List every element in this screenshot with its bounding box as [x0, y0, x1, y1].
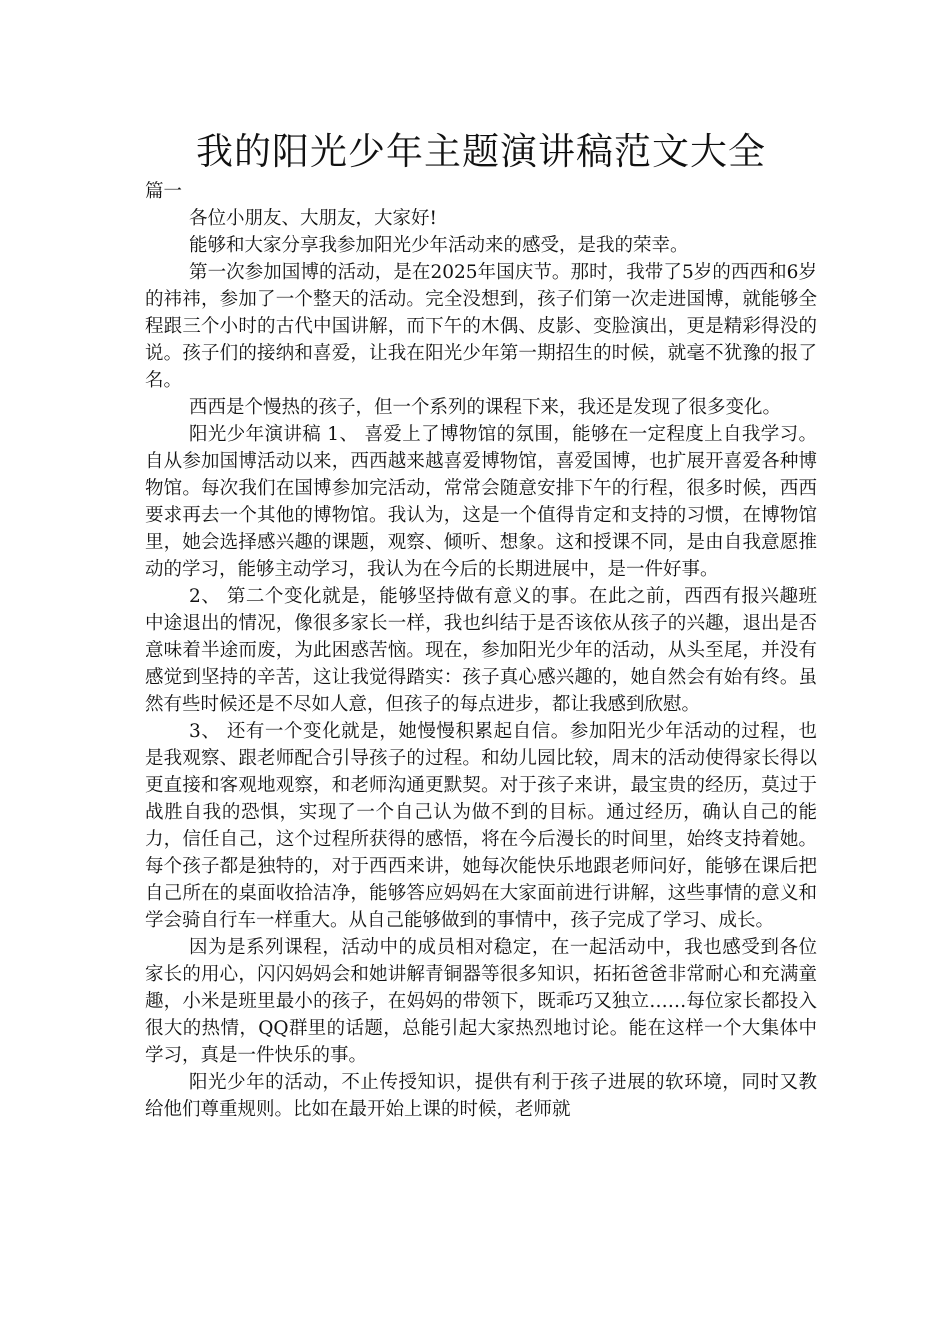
paragraph-rules: 阳光少年的活动，不止传授知识，提供有利于孩子进展的软环境，同时又教给他们尊重规则。比如在最开始上课的时候，老师就 — [145, 1072, 817, 1120]
paragraph-first-visit: 第一次参加国博的活动，是在2025年国庆节。那时，我带了5岁的西西和6岁的祎祎，参加了一个整天的活动。完全没想到，孩子们第一次走进国博，就能够全程跟三个小时的古代中国讲解，而下午的木偶、皮影、变脸演出，更是精彩得没的说。孩子们的接纳和喜爱，让我在阳光少年第一期招生的时候，就毫不犹豫的报了名。 — [145, 262, 817, 391]
document-title: 我的阳光少年主题演讲稿范文大全 — [196, 130, 766, 173]
paragraph-parents: 因为是系列课程，活动中的成员相对稳定，在一起活动中，我也感受到各位家长的用心，闪闪妈妈会和她讲解青铜器等很多知识，拓拓爸爸非常耐心和充满童趣，小米是班里最小的孩子，在妈妈的带领下，既乖巧又独立……每位家长都投入很大的热情，QQ群里的话题，总能引起大家热烈地讨论。能在这样一个大集体中学习，真是一件快乐的事。 — [145, 937, 817, 1066]
document-page — [145, 128, 817, 1123]
section-label: 篇一 — [145, 181, 183, 202]
paragraph-change-3: 3、 还有一个变化就是，她慢慢积累起自信。参加阳光少年活动的过程，也是我观察、跟老师配合引导孩子的过程。和幼儿园比较，周末的活动使得家长得以更直接和客观地观察，和老师沟通更默契。对于孩子来讲，最宝贵的经历，莫过于战胜自我的恐惧，实现了一个自己认为做不到的目标。通过经历，确认自己的能力，信任自己，这个过程所获得的感悟，将在今后漫长的时间里，始终支持着她。每个孩子都是独特的，对于西西来讲，她每次能快乐地跟老师问好，能够在课后把自己所在的桌面收拾洁净，能够答应妈妈在大家面前进行讲解，这些事情的意义和学会骑自行车一样重大。从自己能够做到的事情中，孩子完成了学习、成长。 — [145, 721, 817, 931]
paragraph-change-1: 阳光少年演讲稿 1、 喜爱上了博物馆的氛围，能够在一定程度上自我学习。自从参加国博活动以来，西西越来越喜爱博物馆，喜爱国博，也扩展开喜爱各种博物馆。每次我们在国博参加完活动，常常会随意安排下午的行程，很多时候，西西要求再去一个其他的博物馆。我认为，这是一个值得肯定和支持的习惯，在博物馆里，她会选择感兴趣的课题，观察、倾听、想象。这和授课不同，是由自我意愿推动的学习，能够主动学习，我认为在今后的长期进展中，是一件好事。 — [145, 424, 817, 580]
paragraph-greeting: 各位小朋友、大朋友，大家好! — [189, 208, 437, 229]
paragraph-change-2: 2、 第二个变化就是，能够坚持做有意义的事。在此之前，西西有报兴趣班中途退出的情况，像很多家长一样，我也纠结于是否该依从孩子的兴趣，退出是否意味着半途而废，为此困惑苦恼。现在，参加阳光少年的活动，从头至尾，并没有感觉到坚持的辛苦，这让我觉得踏实：孩子真心感兴趣的，她自然会有始有终。虽然有些时候还是不尽如人意，但孩子的每点进步，都让我感到欣慰。 — [145, 586, 817, 715]
paragraph-changes: 西西是个慢热的孩子，但一个系列的课程下来，我还是发现了很多变化。 — [189, 397, 782, 418]
paragraph-intro: 能够和大家分享我参加阳光少年活动来的感受，是我的荣幸。 — [189, 235, 689, 256]
